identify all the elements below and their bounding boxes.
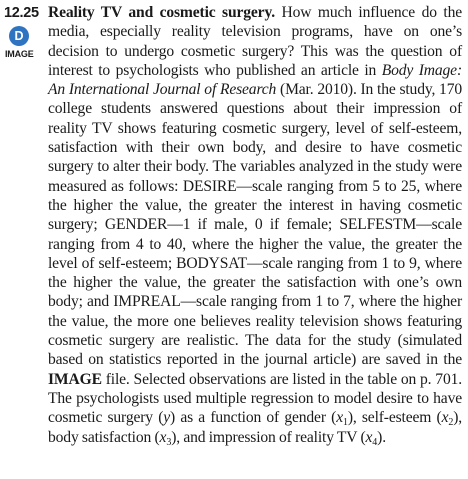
subscript-1: 1 — [342, 417, 348, 429]
text-segment: ), body satisfaction ( — [48, 409, 462, 446]
data-file-icon: D — [9, 26, 29, 46]
subscript-3: 3 — [166, 436, 172, 448]
text-segment: (Mar. 2010). In the study, 170 college students answered questions about their impression of reality TV shows featuring cosmetic surgery, level of self-esteem, satisfaction with their own body, and desire to have cosmetic surgery to alter their body. The variables analyzed in the study were measured as follows: DESIRE—scale ranging from 5 to 25, where the higher the value, the greater the interest in having cosmetic surgery; GENDER—1 if male, 0 if female; SELFESTM—scale ranging from 4 to 40, where the higher the value, the greater the level of self-esteem; BODYSAT—scale ranging from 1 to 9, where the higher the value, the greater the satisfaction with one’s own body; and IMPREAL—scale ranging from 1 to 7, where the higher the value, the more one believes reality television shows featuring cosmetic surgery are realistic. The data for the study (simulated based on statistics reported in the journal article) are saved in the — [48, 81, 462, 369]
variable-x1: x — [336, 409, 343, 427]
text-segment: ), self-esteem ( — [347, 409, 442, 427]
variable-x4: x — [365, 428, 373, 446]
data-file-name: IMAGE — [48, 370, 102, 388]
variable-x2: x — [441, 409, 449, 427]
exercise-title: Reality TV and cosmetic surgery. — [48, 4, 275, 21]
text-segment: How much influence do the media, especially reality television programs, have on one’s decision to undergo cosmetic surgery? This was the question of interest to psychologists who published an article in — [48, 4, 462, 79]
text-segment: ), and impression of reality TV ( — [171, 428, 366, 446]
subscript-2: 2 — [448, 417, 454, 429]
variable-x3: x — [159, 428, 167, 446]
exercise-12-25 — [4, 3, 462, 447]
exercise-number: 12.25 — [4, 5, 39, 21]
exercise-text — [48, 3, 462, 447]
text-segment: ) as a function of gender ( — [170, 409, 337, 427]
dataset-label: IMAGE — [5, 49, 34, 59]
text-segment: ). — [377, 428, 386, 446]
text-segment: file. Selected observations are listed in the table on p. 701. The psychologists used multiple regression to model desire to have cosmetic surgery ( — [48, 370, 462, 427]
variable-y: y — [163, 409, 171, 427]
journal-title: Body Image: An International Journal of Research — [48, 61, 462, 99]
subscript-4: 4 — [372, 436, 378, 448]
